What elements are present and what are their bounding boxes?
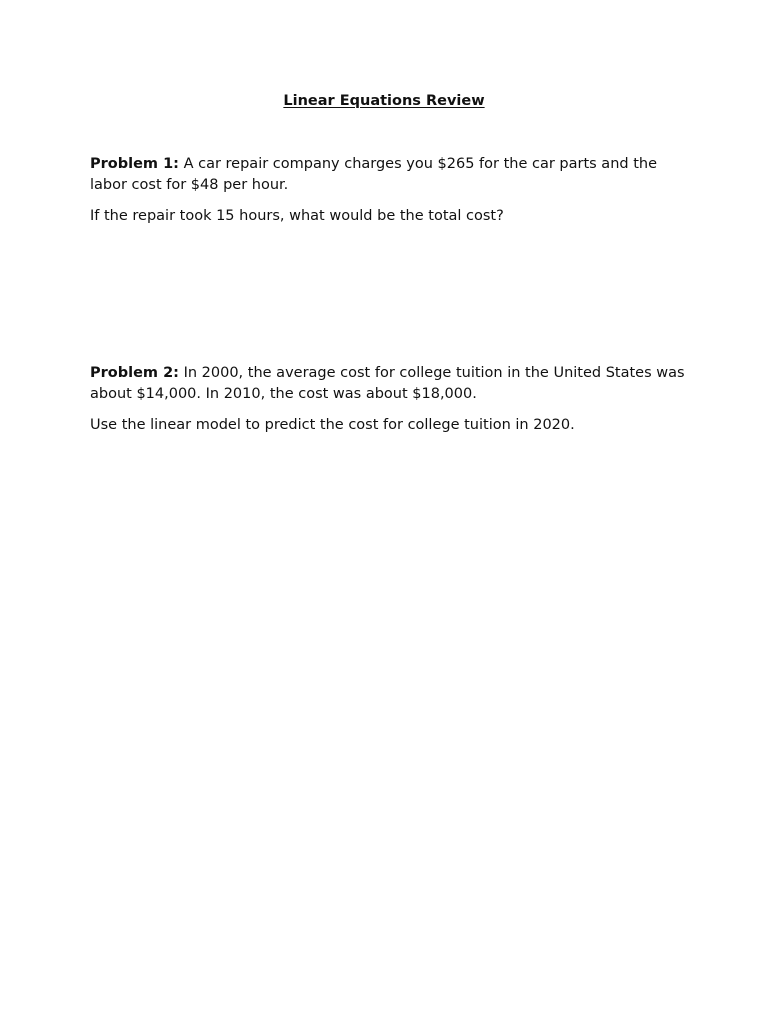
problem-2-label: Problem 2: (90, 365, 179, 381)
problem-1-label: Problem 1: (90, 156, 179, 172)
problem-1-statement (90, 154, 690, 196)
problem-2 (90, 363, 690, 436)
problem-1-question: If the repair took 15 hours, what would be the total cost? (90, 208, 504, 224)
problem-2-statement (90, 363, 690, 405)
problem-2-question: Use the linear model to predict the cost for college tuition in 2020. (90, 417, 575, 433)
document-title: Linear Equations Review (283, 93, 485, 109)
problem-1 (90, 154, 690, 227)
problem-1-text: A car repair company charges you $265 for the car parts and the labor cost for $48 per hour. (90, 156, 657, 193)
problem-2-text: In 2000, the average cost for college tuition in the United States was about $14,000. In 2010, the cost was about $18,000. (90, 365, 685, 402)
